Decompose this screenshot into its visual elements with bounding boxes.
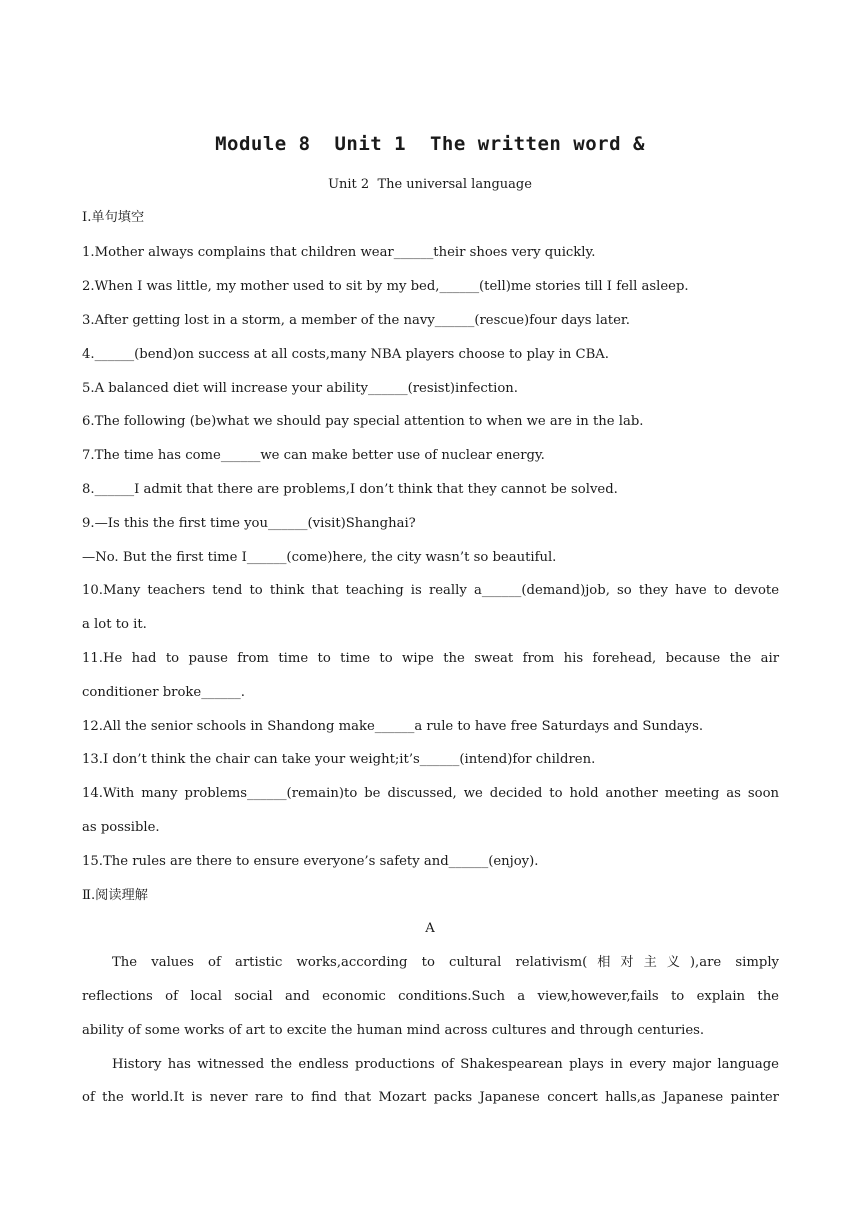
paragraph-1-line-1: The values of artistic works,according to cultural relativism(相对主义),are simply (112, 955, 779, 970)
document-subtitle: Unit 2 The universal language (328, 177, 532, 192)
question-4: 4.______(bend)on success at all costs,many NBA players choose to play in CBA. (82, 347, 610, 362)
question-2: 2.When I was little, my mother used to sit by my bed,______(tell)me stories till I fell asleep. (82, 279, 689, 294)
question-6: 6.The following (be)what we should pay special attention to when we are in the lab. (82, 414, 644, 429)
question-3: 3.After getting lost in a storm, a member of the navy______(rescue)four days later. (82, 313, 630, 328)
question-14-line-1: 14.With many problems______(remain)to be discussed, we decided to hold another meeting as soon (82, 786, 779, 801)
question-10-line-1: 10.Many teachers tend to think that teaching is really a______(demand)job, so they have to devote (82, 583, 779, 598)
question-9-line-1: 9.—Is this the first time you______(visit)Shanghai? (82, 516, 416, 531)
question-7: 7.The time has come______we can make better use of nuclear energy. (82, 448, 545, 463)
question-10-line-2: a lot to it. (82, 617, 147, 632)
section-heading-fill-blanks: Ⅰ.单句填空 (82, 210, 145, 225)
section-heading-reading: Ⅱ.阅读理解 (82, 888, 148, 903)
paragraph-2-line-1: History has witnessed the endless productions of Shakespearean plays in every major language (112, 1057, 779, 1072)
document-title: Module 8 Unit 1 The written word & (215, 133, 645, 155)
question-9-line-2: —No. But the first time I______(come)here, the city wasn’t so beautiful. (82, 550, 557, 565)
question-1: 1.Mother always complains that children wear______their shoes very quickly. (82, 245, 596, 260)
question-13: 13.I don’t think the chair can take your weight;it’s______(intend)for children. (82, 752, 596, 767)
question-14-line-2: as possible. (82, 820, 160, 835)
passage-label: A (425, 921, 435, 936)
question-15: 15.The rules are there to ensure everyone’s safety and______(enjoy). (82, 854, 539, 869)
question-11-line-2: conditioner broke______. (82, 685, 245, 700)
paragraph-1-line-3: ability of some works of art to excite the human mind across cultures and through centuries. (82, 1023, 705, 1038)
paragraph-1-line-2: reflections of local social and economic conditions.Such a view,however,fails to explain the (82, 989, 779, 1004)
paragraph-2-line-2: of the world.It is never rare to find that Mozart packs Japanese concert halls,as Japanese painter (82, 1090, 779, 1105)
question-5: 5.A balanced diet will increase your ability______(resist)infection. (82, 381, 518, 396)
question-8: 8.______I admit that there are problems,I don’t think that they cannot be solved. (82, 482, 618, 497)
question-11-line-1: 11.He had to pause from time to time to wipe the sweat from his forehead, because the air (82, 651, 779, 666)
question-12: 12.All the senior schools in Shandong make______a rule to have free Saturdays and Sundays. (82, 719, 704, 734)
